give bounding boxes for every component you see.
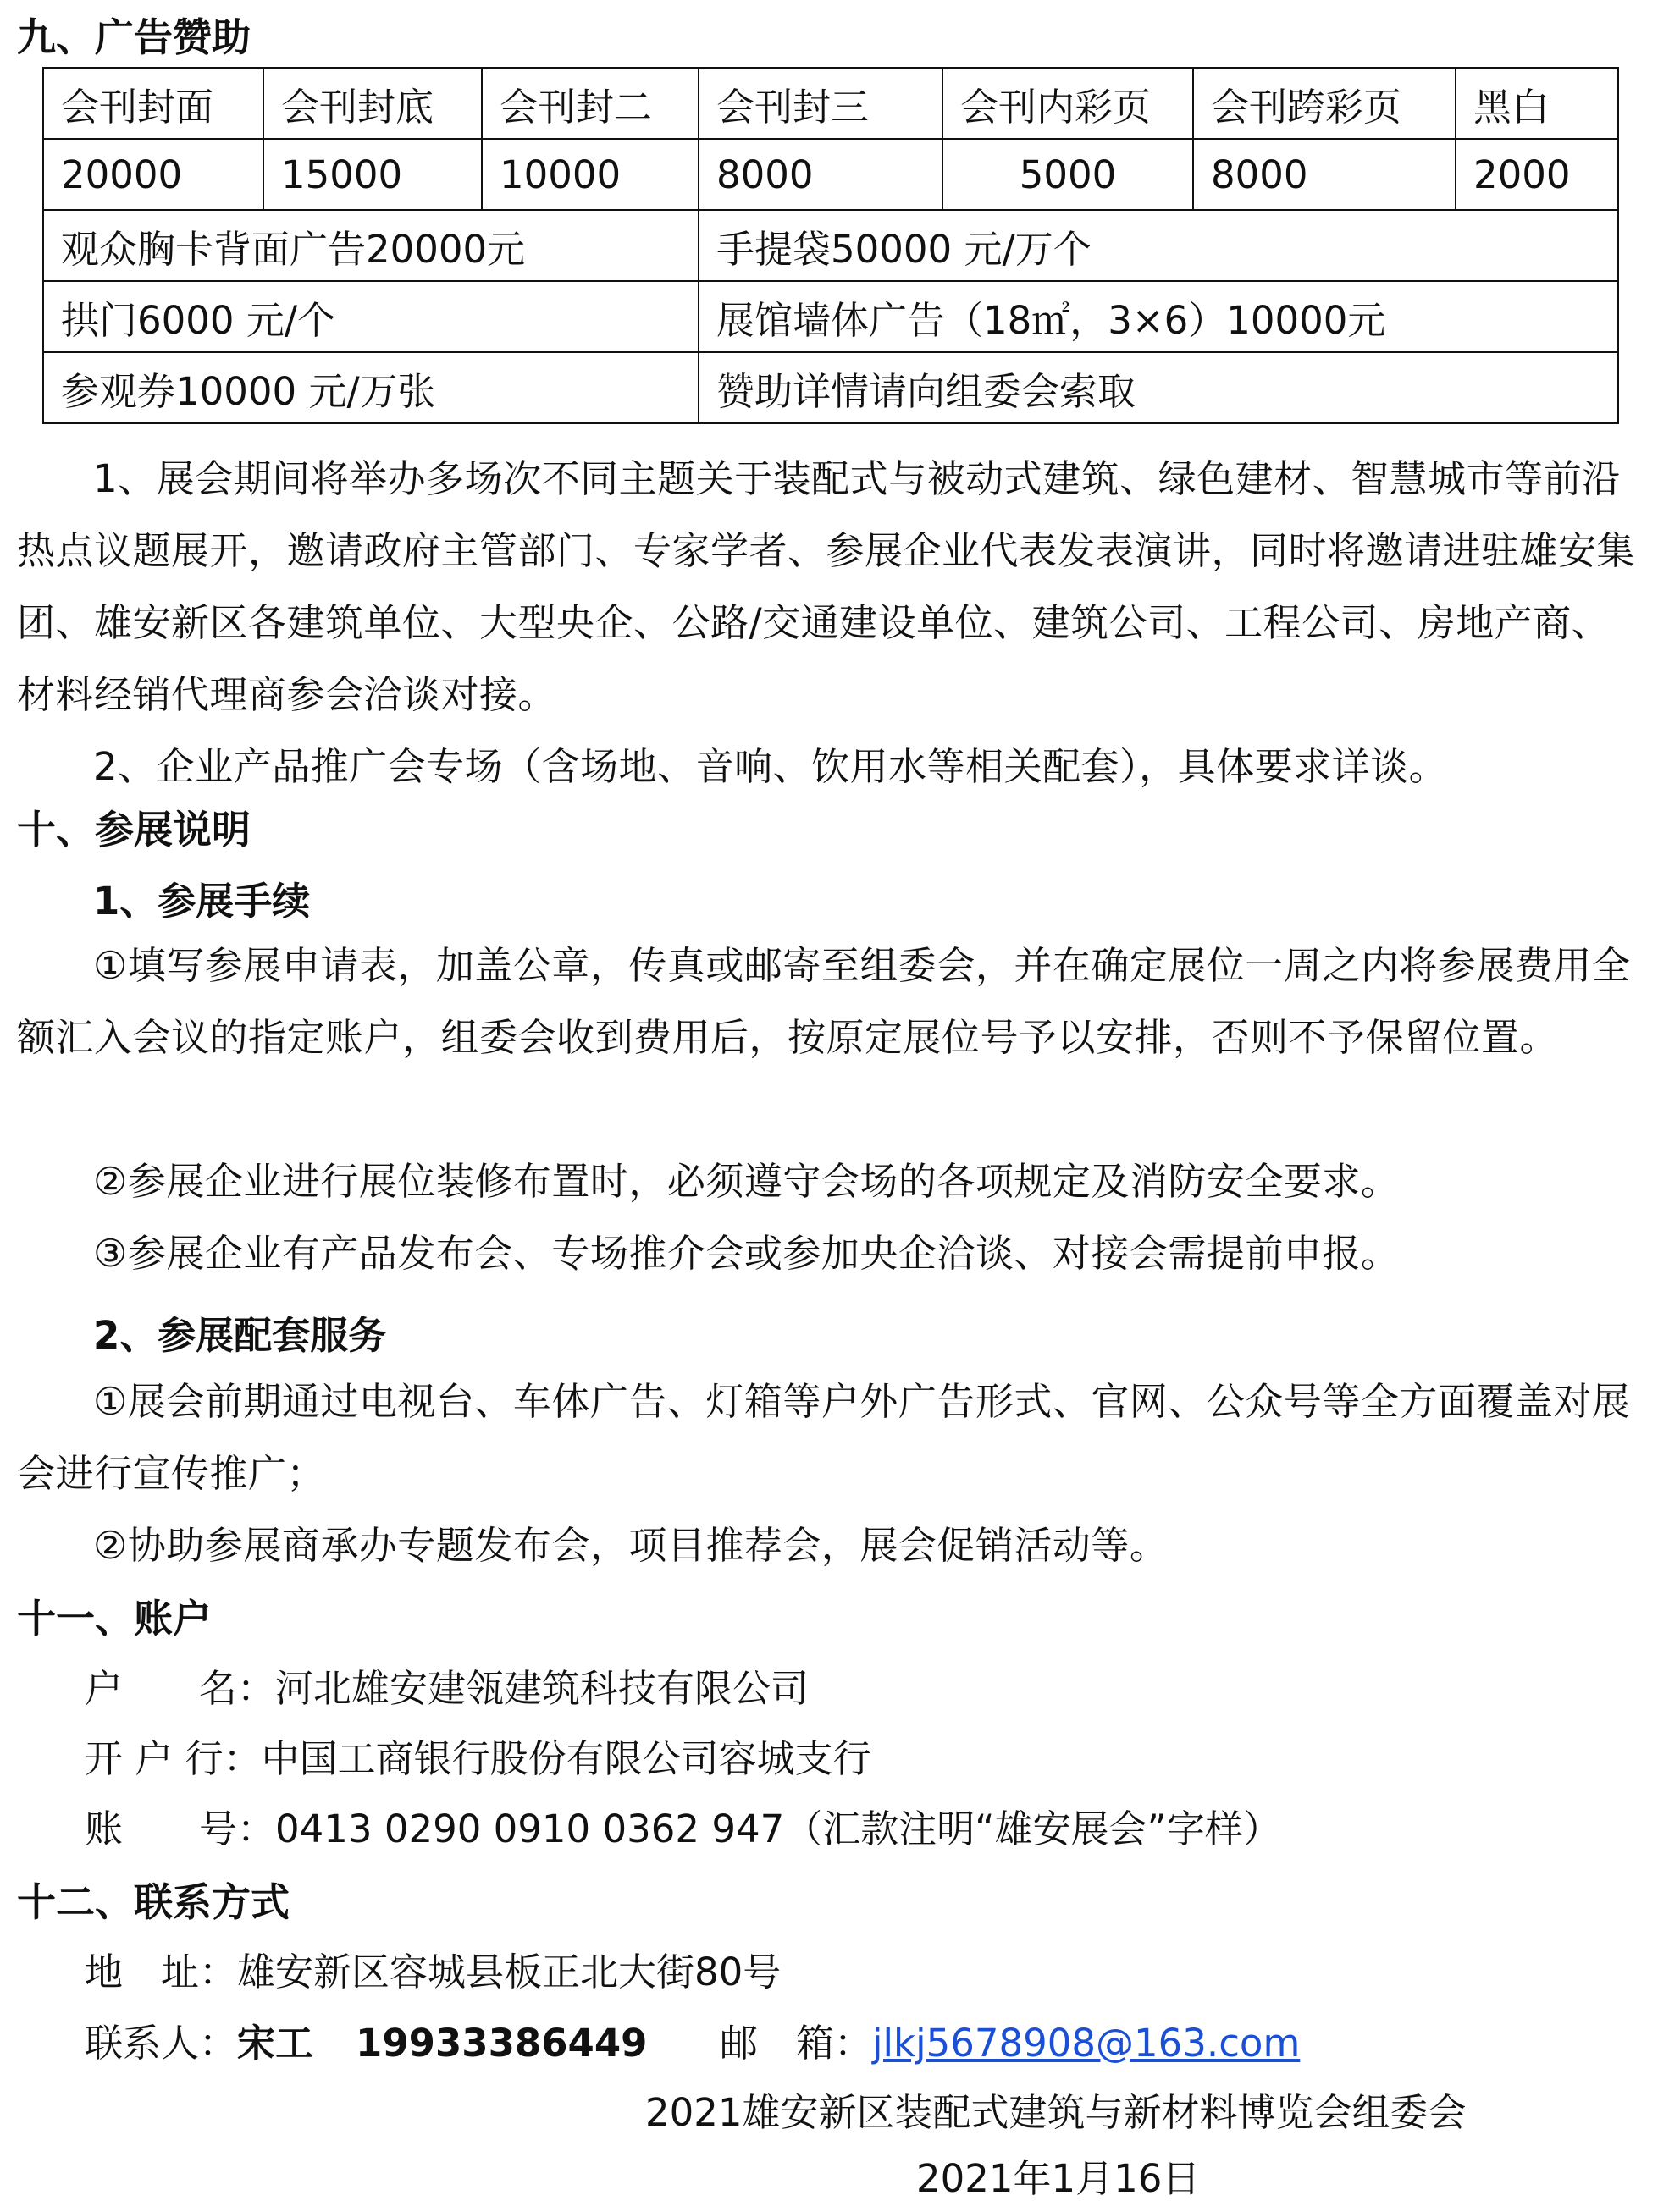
section-10-item-4: ①展会前期通过电视台、车体广告、灯箱等户外广告形式、官网、公众号等全方面覆盖对展会进行宣传推广； xyxy=(17,1379,1631,1496)
table-cell: 拱门6000 元/个 xyxy=(43,281,699,352)
address-label: 地 址： xyxy=(85,1950,238,1994)
table-cell: 会刊跨彩页 xyxy=(1193,68,1456,139)
address-row xyxy=(85,1947,781,1998)
document-date: 2021年1月16日 xyxy=(916,2156,1201,2201)
table-cell: 会刊封面 xyxy=(43,68,263,139)
table-cell: 展馆墙体广告（18㎡，3×6）10000元 xyxy=(699,281,1618,352)
table-cell: 黑白 xyxy=(1456,68,1618,139)
table-cell: 会刊内彩页 xyxy=(942,68,1193,139)
account-number-label: 账 号： xyxy=(85,1807,276,1851)
ad-price-table xyxy=(42,67,1619,424)
table-price-row xyxy=(43,139,1618,210)
section-10-item-2: ②参展企业进行展位装修布置时，必须遵守会场的各项规定及消防安全要求。 xyxy=(93,1159,1400,1204)
contact-name: 宋工 xyxy=(237,2021,314,2066)
table-cell: 20000 xyxy=(43,139,263,210)
table-cell: 15000 xyxy=(263,139,482,210)
contact-label: 联系人： xyxy=(85,2021,238,2066)
account-name-label: 户 名： xyxy=(85,1666,276,1711)
email-label: 邮 箱： xyxy=(720,2021,873,2066)
table-cell: 观众胸卡背面广告20000元 xyxy=(43,210,699,281)
section-10-subtitle-1: 1、参展手续 xyxy=(93,879,311,924)
organizer-signature: 2021雄安新区装配式建筑与新材料博览会组委会 xyxy=(645,2090,1467,2135)
table-cell: 2000 xyxy=(1456,139,1618,210)
email-link[interactable]: jlkj5678908@163.com xyxy=(872,2021,1301,2066)
table-cell: 8000 xyxy=(1193,139,1456,210)
account-number-value: 0413 0290 0910 0362 947（汇款注明“雄安展会”字样） xyxy=(275,1807,1281,1851)
email-row xyxy=(720,2018,1300,2069)
section-10-subtitle-2: 2、参展配套服务 xyxy=(93,1313,387,1358)
table-cell: 会刊封二 xyxy=(482,68,699,139)
table-row xyxy=(43,352,1618,423)
account-bank-row xyxy=(85,1734,871,1784)
account-name-value: 河北雄安建瓴建筑科技有限公司 xyxy=(275,1666,810,1711)
table-header-row xyxy=(43,68,1618,139)
section-10-item-5: ②协助参展商承办专题发布会，项目推荐会，展会促销活动等。 xyxy=(93,1523,1169,1568)
section-9-paragraph-1: 1、展会期间将举办多场次不同主题关于装配式与被动式建筑、绿色建材、智慧城市等前沿热点议题展开，邀请政府主管部门、专家学者、参展企业代表发表演讲，同时将邀请进驻雄安集团、雄安新区各建筑单位、大型央企、公路/交通建设单位、建筑公司、工程公司、房地产商、材料经销代理商参会洽谈对接。 xyxy=(17,456,1636,717)
contact-row xyxy=(85,2018,647,2069)
section-10-title: 十、参展说明 xyxy=(17,807,251,852)
table-cell: 赞助详情请向组委会索取 xyxy=(699,352,1618,423)
section-9-paragraph-2: 2、企业产品推广会专场（含场地、音响、饮用水等相关配套），具体要求详谈。 xyxy=(93,744,1448,789)
table-cell: 会刊封三 xyxy=(699,68,942,139)
contact-phone: 19933386449 xyxy=(356,2021,648,2066)
section-10-item-3: ③参展企业有产品发布会、专场推介会或参加央企洽谈、对接会需提前申报。 xyxy=(93,1231,1400,1276)
table-row xyxy=(43,210,1618,281)
section-12-title: 十二、联系方式 xyxy=(17,1879,290,1925)
address-value: 雄安新区容城县板正北大街80号 xyxy=(237,1950,782,1994)
section-11-title: 十一、账户 xyxy=(17,1596,212,1641)
account-bank-value: 中国工商银行股份有限公司容城支行 xyxy=(261,1736,871,1781)
table-cell: 10000 xyxy=(482,139,699,210)
table-cell: 会刊封底 xyxy=(263,68,482,139)
section-10-item-1: ①填写参展申请表，加盖公章，传真或邮寄至组委会，并在确定展位一周之内将参展费用全额汇入会议的指定账户，组委会收到费用后，按原定展位号予以安排，否则不予保留位置。 xyxy=(17,943,1631,1060)
table-cell: 手提袋50000 元/万个 xyxy=(699,210,1618,281)
account-name-row xyxy=(85,1663,809,1714)
table-cell: 参观券10000 元/万张 xyxy=(43,352,699,423)
table-cell: 5000 xyxy=(942,139,1193,210)
table-cell: 8000 xyxy=(699,139,942,210)
table-row xyxy=(43,281,1618,352)
section-9-title: 九、广告赞助 xyxy=(17,14,251,60)
account-number-row xyxy=(85,1804,1281,1855)
account-bank-label: 开 户 行： xyxy=(85,1736,262,1781)
